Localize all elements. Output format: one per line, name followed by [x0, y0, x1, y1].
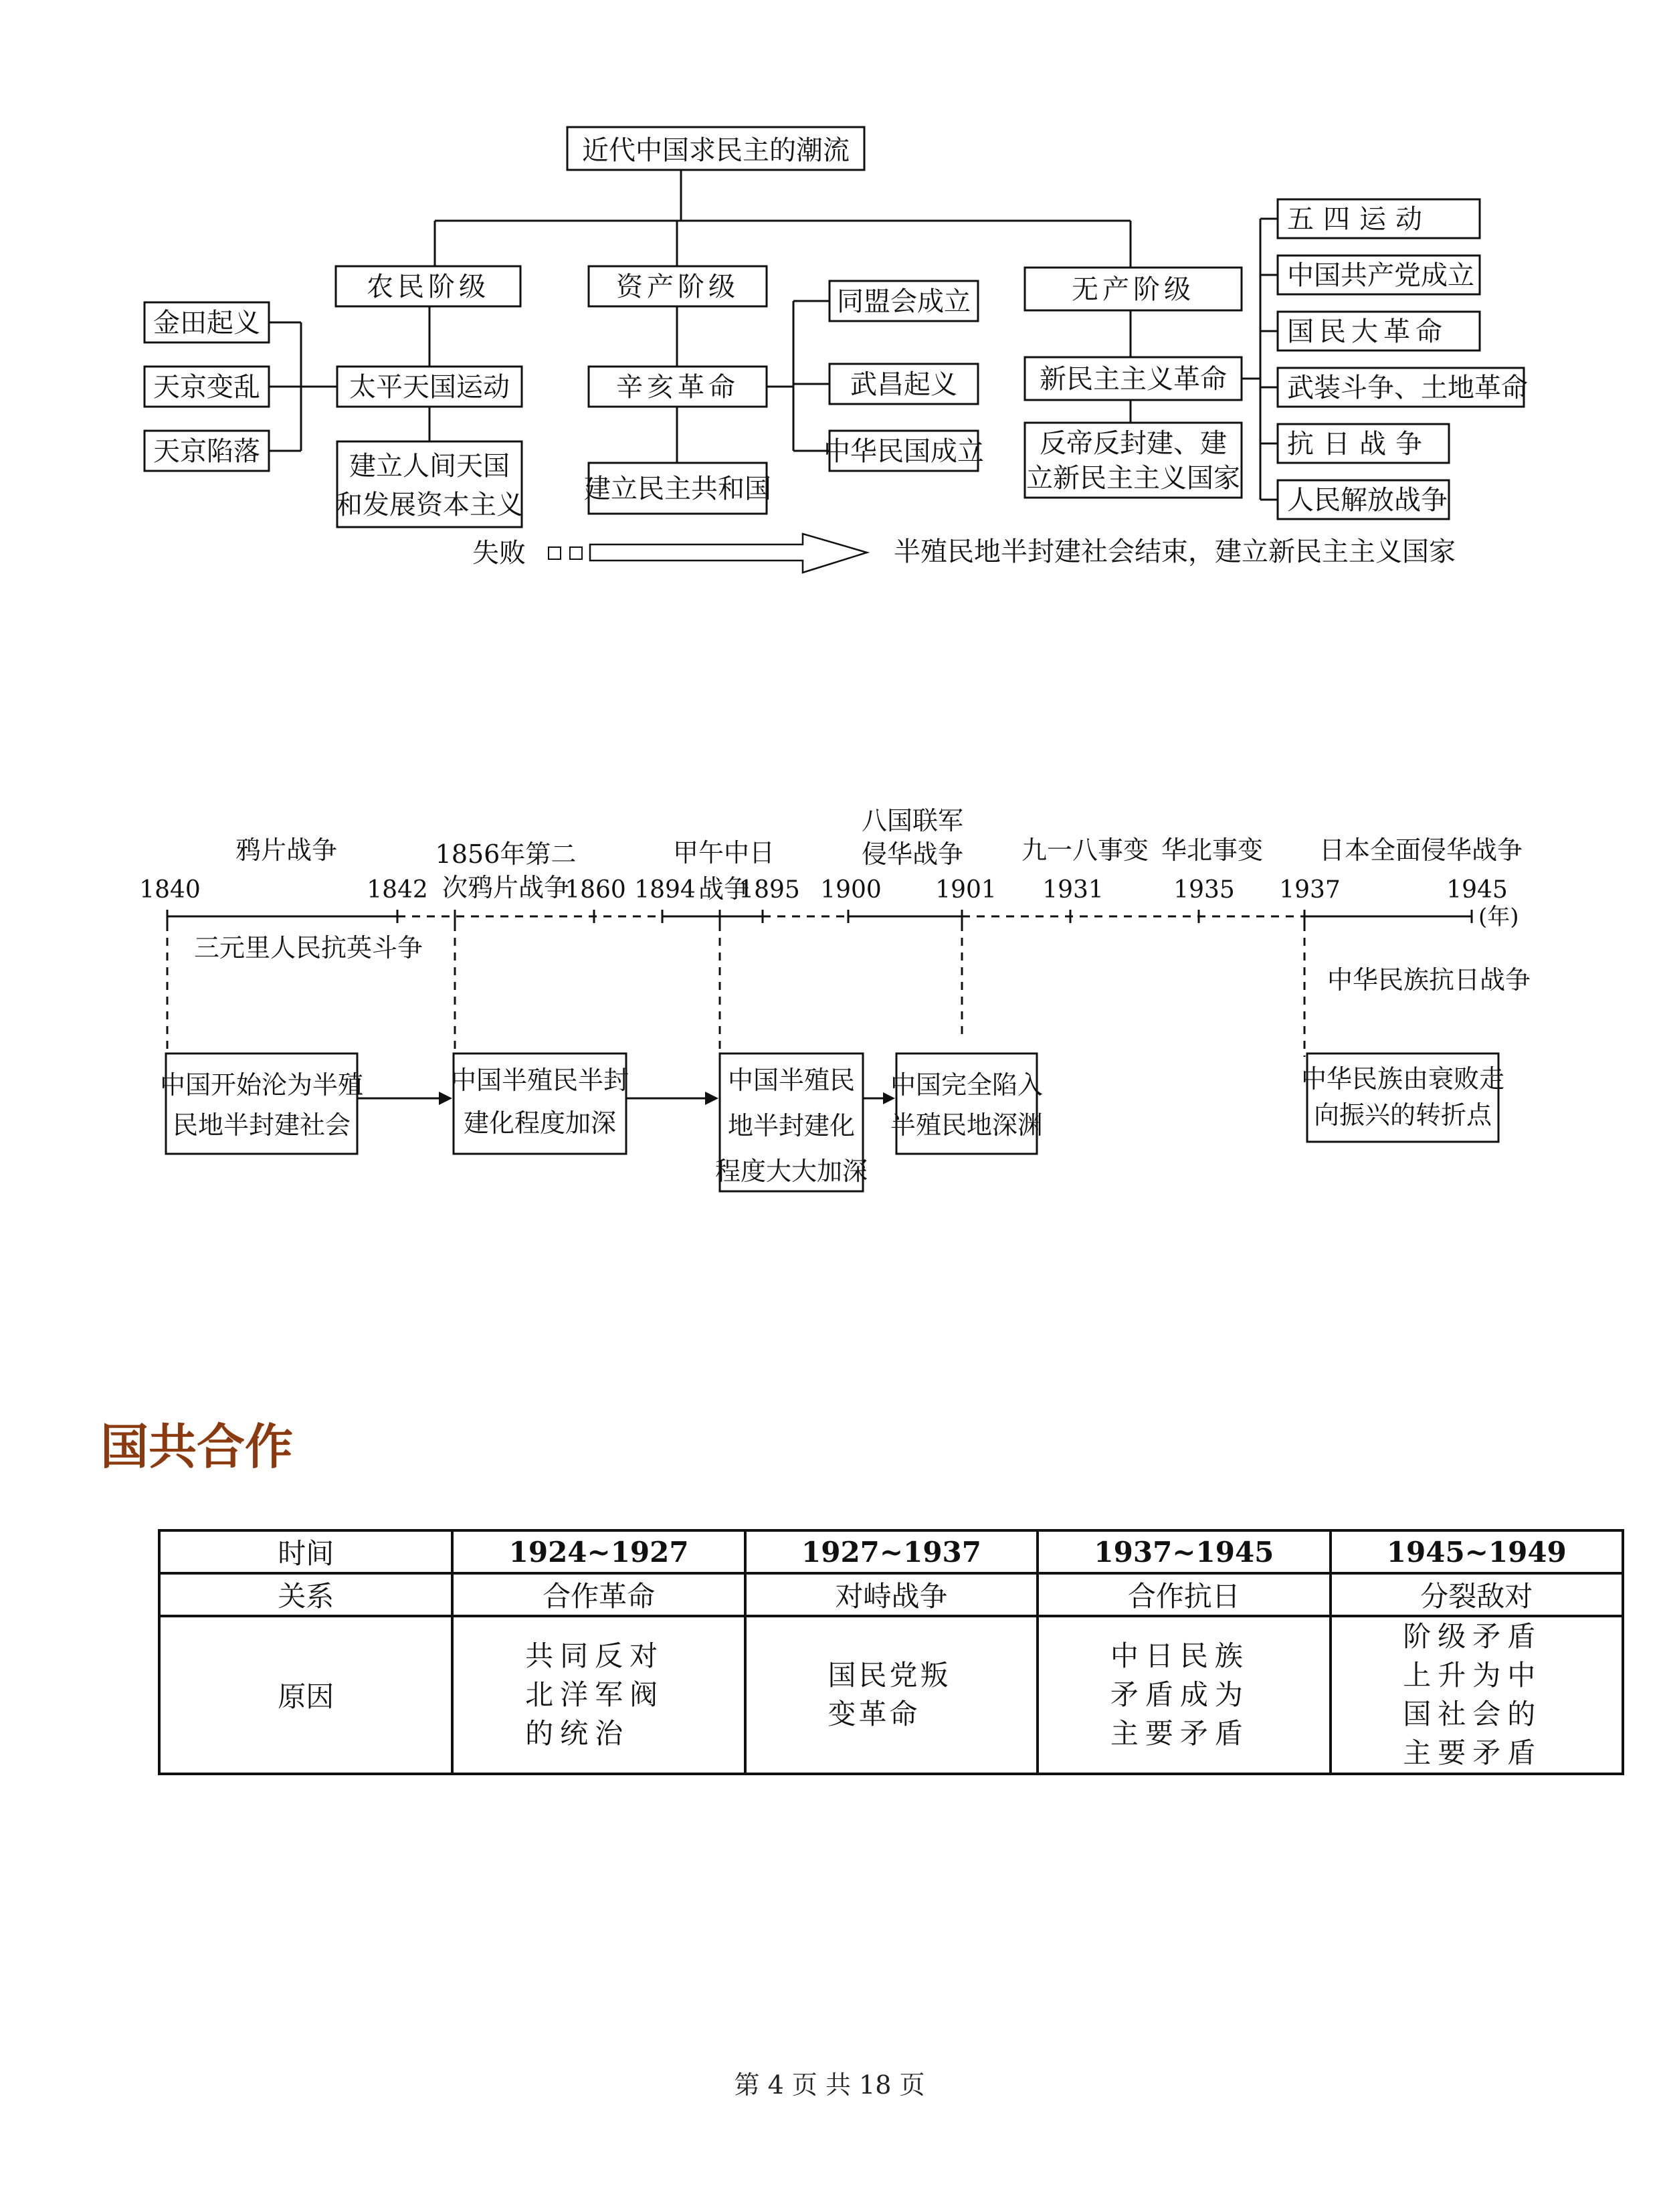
peasant-class-label: 农民阶级 — [367, 272, 490, 302]
table-cell: 时间 — [159, 1530, 452, 1573]
under-label-sanyuanli: 三元里人民抗英斗争 — [194, 933, 423, 963]
year-1840: 1840 — [139, 876, 201, 904]
year-1900: 1900 — [820, 876, 882, 904]
event-label-north-china: 华北事变 — [1161, 835, 1264, 865]
peasant-goal-line1: 建立人间天国 — [349, 451, 510, 482]
table-cell: 1927~1937 — [745, 1530, 1038, 1573]
year-1931: 1931 — [1042, 876, 1104, 904]
democracy-tree-diagram — [0, 0, 1659, 602]
event-label-918: 九一八事变 — [1021, 835, 1149, 865]
kmt-ccp-cooperation-table — [158, 1529, 1624, 1775]
event-label-opium-war: 鸦片战争 — [235, 835, 338, 865]
year-1860: 1860 — [565, 876, 626, 904]
proletariat-item-3: 国民大革命 — [1287, 316, 1448, 347]
table-cell: 1937~1945 — [1038, 1530, 1330, 1573]
bourgeois-item-1: 同盟会成立 — [837, 286, 971, 317]
bourgeois-item-3: 中华民国成立 — [823, 436, 984, 467]
table-cell: 1924~1927 — [452, 1530, 745, 1573]
box5-line2: 向振兴的转折点 — [1313, 1100, 1492, 1130]
box3-line1: 中国半殖民 — [727, 1066, 856, 1095]
bourgeois-goal: 建立民主共和国 — [584, 474, 771, 504]
proletariat-goal-line1: 反帝反封建、建 — [1040, 428, 1227, 459]
year-1935: 1935 — [1173, 876, 1235, 904]
root-label: 近代中国求民主的潮流 — [582, 135, 850, 166]
reason-text: 中日民族矛盾成为主要矛盾 — [1110, 1639, 1250, 1750]
event-label-eight-nation-2: 侵华战争 — [861, 839, 964, 869]
box4-line2: 半殖民地深渊 — [890, 1110, 1044, 1140]
year-1937: 1937 — [1279, 876, 1341, 904]
peasant-item-3: 天京陷落 — [153, 436, 260, 467]
reason-text: 国民党叛变革命 — [827, 1659, 951, 1730]
bourgeois-class-label: 资产阶级 — [616, 272, 739, 302]
result-right-label: 半殖民地半封建社会结束，建立新民主主义国家 — [894, 536, 1456, 567]
table-cell — [745, 1616, 1038, 1774]
proletariat-item-4: 武装斗争、土地革命 — [1287, 373, 1528, 403]
table-cell — [1038, 1616, 1330, 1774]
axis-unit: (年) — [1478, 904, 1519, 930]
peasant-item-2: 天京变乱 — [153, 372, 260, 403]
year-1945: 1945 — [1446, 876, 1508, 904]
proletariat-item-1: 五四运动 — [1287, 204, 1432, 235]
table-cell: 合作革命 — [452, 1573, 745, 1616]
proletariat-item-5: 抗日战争 — [1287, 429, 1432, 460]
year-1842: 1842 — [367, 876, 428, 904]
table-row — [159, 1616, 1623, 1774]
peasant-item-1: 金田起义 — [153, 308, 260, 338]
proletariat-movement-label: 新民主主义革命 — [1040, 364, 1227, 395]
year-1894: 1894 — [634, 876, 696, 904]
bourgeois-item-2: 武昌起义 — [850, 369, 957, 400]
under-label-anti-japanese-war: 中华民族抗日战争 — [1327, 965, 1531, 995]
peasant-goal-line2: 和发展资本主义 — [336, 490, 523, 520]
bourgeois-movement-label: 辛亥革命 — [616, 372, 739, 403]
year-1901: 1901 — [935, 876, 997, 904]
page-footer: 第 4 页 共 18 页 — [734, 2070, 925, 2100]
reason-text: 阶级矛盾上升为中国社会的主要矛盾 — [1403, 1620, 1543, 1769]
table-cell: 对峙战争 — [745, 1573, 1038, 1616]
event-label-full-invasion: 日本全面侵华战争 — [1319, 835, 1523, 865]
event-label-second-opium-war: 次鸦片战争 — [442, 873, 570, 902]
table-cell — [452, 1616, 745, 1774]
box3-line3: 程度大大加深 — [714, 1157, 868, 1186]
proletariat-goal-line2: 立新民主主义国家 — [1026, 463, 1240, 494]
table-cell: 分裂敌对 — [1331, 1573, 1623, 1616]
box3-line2: 地半封建化 — [727, 1111, 856, 1140]
box5-line1: 中华民族由衰败走 — [1300, 1064, 1505, 1094]
section-title: 国共合作 — [100, 1418, 294, 1475]
proletariat-item-2: 中国共产党成立 — [1287, 260, 1474, 291]
year-1895: 1895 — [739, 876, 800, 904]
proletariat-class-label: 无产阶级 — [1072, 274, 1195, 305]
event-label-sino-japanese-war-2: 战争 — [698, 874, 750, 904]
box1-line1: 中国开始沦为半殖 — [159, 1070, 364, 1100]
year-1856-label: 1856年第二 — [435, 839, 577, 869]
table-row — [159, 1573, 1623, 1616]
event-label-eight-nation: 八国联军 — [861, 806, 964, 835]
history-timeline — [0, 789, 1659, 1258]
table-row — [159, 1530, 1623, 1573]
peasant-movement-label: 太平天国运动 — [349, 372, 510, 403]
proletariat-item-6: 人民解放战争 — [1287, 485, 1448, 516]
result-left-label: 失败 — [472, 538, 526, 569]
box2-line2: 建化程度加深 — [463, 1108, 617, 1138]
table-cell: 1945~1949 — [1331, 1530, 1623, 1573]
box2-line1: 中国半殖民半封 — [450, 1066, 629, 1095]
table-cell: 关系 — [159, 1573, 452, 1616]
box1-line2: 民地半封建社会 — [172, 1110, 351, 1140]
box4-line1: 中国完全陷入 — [890, 1070, 1044, 1100]
table-cell: 原因 — [159, 1616, 452, 1774]
table-cell — [1331, 1616, 1623, 1774]
reason-text: 共同反对北洋军阀的统治 — [525, 1639, 665, 1750]
table-cell: 合作抗日 — [1038, 1573, 1330, 1616]
event-label-sino-japanese-war: 甲午中日 — [672, 838, 775, 868]
